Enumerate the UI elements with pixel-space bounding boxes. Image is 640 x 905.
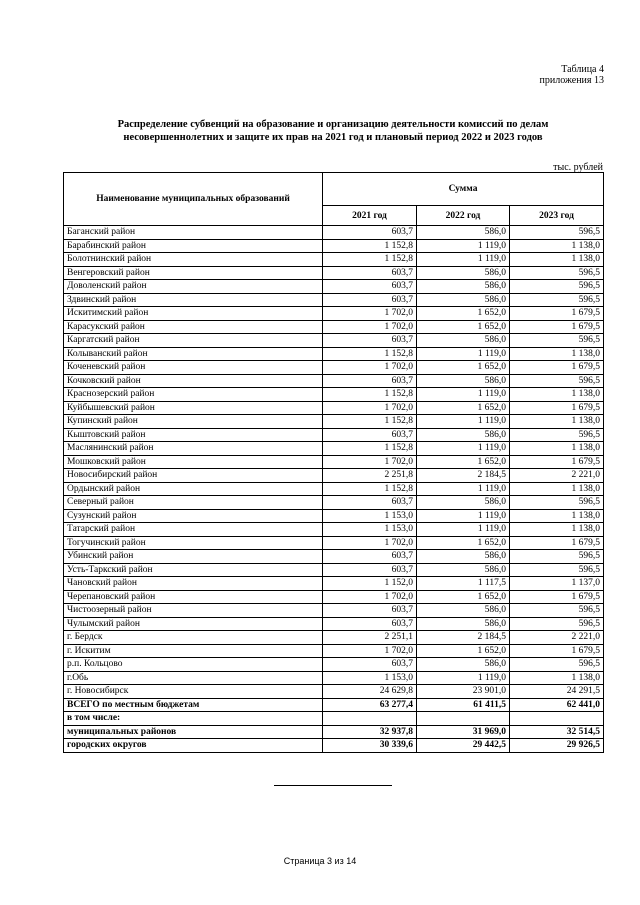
table-row: [64, 361, 604, 375]
column-header-2021: 2021 год: [323, 206, 417, 226]
total-2023: 62 441,0: [510, 698, 604, 712]
amount-cell: 1 152,8: [323, 253, 417, 267]
amount-cell: 1 152,8: [323, 482, 417, 496]
amount-cell: 1 117,5: [417, 577, 510, 591]
municipality-name: Колыванский район: [64, 347, 323, 361]
municipality-name: Северный район: [64, 496, 323, 510]
amount-cell: 1 138,0: [510, 415, 604, 429]
document-title: Распределение субвенций на образование и организацию деятельности комиссий по делам несовершеннолетних и защите их прав на 2021 год и плановый период 2022 и 2023 годов: [117, 119, 549, 143]
municipality-name: Усть-Таркский район: [64, 563, 323, 577]
amount-cell: 1 152,8: [323, 347, 417, 361]
amount-cell: 1 679,5: [510, 590, 604, 604]
page-footer: Страница 3 из 14: [283, 856, 357, 866]
amount-cell: 586,0: [417, 293, 510, 307]
municipality-name: Кочковский район: [64, 374, 323, 388]
municipality-name: Убинский район: [64, 550, 323, 564]
table-row: [64, 631, 604, 645]
amount-cell: 603,7: [323, 334, 417, 348]
table-row: [64, 536, 604, 550]
table-row: [64, 401, 604, 415]
municipality-name: Венгеровский район: [64, 266, 323, 280]
amount-cell: 1 702,0: [323, 644, 417, 658]
table-row: [64, 334, 604, 348]
amount-cell: 1 652,0: [417, 644, 510, 658]
amount-cell: 2 221,0: [510, 631, 604, 645]
table-row: [64, 482, 604, 496]
amount-cell: 1 119,0: [417, 253, 510, 267]
amount-cell: 603,7: [323, 496, 417, 510]
amount-cell: 586,0: [417, 266, 510, 280]
amount-cell: 1 138,0: [510, 253, 604, 267]
amount-cell: 1 138,0: [510, 347, 604, 361]
amount-cell: 1 119,0: [417, 347, 510, 361]
municipality-name: Ордынский район: [64, 482, 323, 496]
amount-cell: 1 119,0: [417, 442, 510, 456]
column-header-sum: Сумма: [323, 173, 604, 206]
amount-cell: 1 119,0: [417, 523, 510, 537]
amount-cell: 1 679,5: [510, 401, 604, 415]
urban-2022: 29 442,5: [417, 739, 510, 753]
urban-2023: 29 926,5: [510, 739, 604, 753]
table-row: [64, 266, 604, 280]
amount-cell: 1 137,0: [510, 577, 604, 591]
amount-cell: 596,5: [510, 617, 604, 631]
amount-cell: 1 138,0: [510, 523, 604, 537]
amount-cell: 1 702,0: [323, 401, 417, 415]
municipality-name: р.п. Кольцово: [64, 658, 323, 672]
municipality-name: Купинский район: [64, 415, 323, 429]
table-row: [64, 577, 604, 591]
units-label: тыс. рублей: [553, 162, 603, 173]
amount-cell: 603,7: [323, 293, 417, 307]
urban-row: [64, 739, 604, 753]
table-row: [64, 253, 604, 267]
amount-cell: 586,0: [417, 334, 510, 348]
table-row: [64, 442, 604, 456]
amount-cell: 1 138,0: [510, 239, 604, 253]
municipality-name: Чулымский район: [64, 617, 323, 631]
municipality-name: г. Новосибирск: [64, 685, 323, 699]
amount-cell: 1 652,0: [417, 320, 510, 334]
amount-cell: 586,0: [417, 617, 510, 631]
table-row: [64, 415, 604, 429]
total-2022: 61 411,5: [417, 698, 510, 712]
amount-cell: 596,5: [510, 374, 604, 388]
amount-cell: 1 138,0: [510, 442, 604, 456]
amount-cell: 1 652,0: [417, 590, 510, 604]
municipal-label: муниципальных районов: [64, 725, 323, 739]
amount-cell: 1 138,0: [510, 509, 604, 523]
municipality-name: Коченевский район: [64, 361, 323, 375]
amount-cell: 586,0: [417, 280, 510, 294]
including-row: [64, 712, 604, 726]
amount-cell: 1 152,8: [323, 388, 417, 402]
amount-cell: 1 702,0: [323, 590, 417, 604]
amount-cell: 603,7: [323, 604, 417, 618]
amount-cell: 596,5: [510, 266, 604, 280]
amount-cell: 1 702,0: [323, 320, 417, 334]
amount-cell: 1 152,8: [323, 239, 417, 253]
amount-cell: 603,7: [323, 550, 417, 564]
urban-2021: 30 339,6: [323, 739, 417, 753]
amount-cell: 603,7: [323, 374, 417, 388]
amount-cell: 586,0: [417, 496, 510, 510]
amount-cell: 596,5: [510, 334, 604, 348]
municipality-name: Барабинский район: [64, 239, 323, 253]
table-row: [64, 658, 604, 672]
table-row: [64, 280, 604, 294]
table-number: Таблица 4: [561, 64, 604, 75]
municipality-name: Маслянинский район: [64, 442, 323, 456]
amount-cell: 1 138,0: [510, 671, 604, 685]
subsidy-table: [63, 172, 604, 753]
table-row: [64, 388, 604, 402]
table-row: [64, 320, 604, 334]
amount-cell: 1 153,0: [323, 523, 417, 537]
amount-cell: 586,0: [417, 226, 510, 240]
amount-cell: 586,0: [417, 550, 510, 564]
amount-cell: 603,7: [323, 428, 417, 442]
including-label: в том числе:: [64, 712, 323, 726]
municipality-name: г.Обь: [64, 671, 323, 685]
municipality-name: Баганский район: [64, 226, 323, 240]
municipal-2022: 31 969,0: [417, 725, 510, 739]
municipality-name: Карасукский район: [64, 320, 323, 334]
amount-cell: 596,5: [510, 496, 604, 510]
table-row: [64, 428, 604, 442]
table-row: [64, 239, 604, 253]
municipality-name: г. Бердск: [64, 631, 323, 645]
amount-cell: 2 184,5: [417, 469, 510, 483]
amount-cell: 1 152,0: [323, 577, 417, 591]
total-label: ВСЕГО по местным бюджетам: [64, 698, 323, 712]
amount-cell: 1 679,5: [510, 536, 604, 550]
amount-cell: 1 652,0: [417, 401, 510, 415]
amount-cell: 1 119,0: [417, 671, 510, 685]
amount-cell: 1 652,0: [417, 536, 510, 550]
amount-cell: 596,5: [510, 293, 604, 307]
amount-cell: 1 679,5: [510, 455, 604, 469]
amount-cell: 1 138,0: [510, 482, 604, 496]
amount-cell: 1 153,0: [323, 509, 417, 523]
municipality-name: Мошковский район: [64, 455, 323, 469]
table-row: [64, 226, 604, 240]
amount-cell: 1 702,0: [323, 307, 417, 321]
municipality-name: Тогучинский район: [64, 536, 323, 550]
table-row: [64, 590, 604, 604]
amount-cell: 603,7: [323, 563, 417, 577]
amount-cell: 1 679,5: [510, 644, 604, 658]
table-row: [64, 374, 604, 388]
municipality-name: г. Искитим: [64, 644, 323, 658]
separator-line: [274, 785, 392, 786]
amount-cell: 586,0: [417, 563, 510, 577]
amount-cell: 586,0: [417, 374, 510, 388]
amount-cell: 1 119,0: [417, 482, 510, 496]
amount-cell: 24 629,8: [323, 685, 417, 699]
amount-cell: 1 152,8: [323, 415, 417, 429]
amount-cell: 23 901,0: [417, 685, 510, 699]
amount-cell: 1 702,0: [323, 455, 417, 469]
municipality-name: Доволенский район: [64, 280, 323, 294]
amount-cell: 603,7: [323, 226, 417, 240]
table-row: [64, 550, 604, 564]
table-row: [64, 617, 604, 631]
amount-cell: 2 184,5: [417, 631, 510, 645]
amount-cell: 1 652,0: [417, 455, 510, 469]
municipality-name: Искитимский район: [64, 307, 323, 321]
municipal-row: [64, 725, 604, 739]
amount-cell: 596,5: [510, 550, 604, 564]
municipality-name: Татарский район: [64, 523, 323, 537]
table-row: [64, 455, 604, 469]
amount-cell: 586,0: [417, 604, 510, 618]
table-row: [64, 293, 604, 307]
amount-cell: 1 702,0: [323, 361, 417, 375]
amount-cell: 1 119,0: [417, 509, 510, 523]
amount-cell: 596,5: [510, 226, 604, 240]
amount-cell: 1 119,0: [417, 239, 510, 253]
amount-cell: 586,0: [417, 428, 510, 442]
amount-cell: 596,5: [510, 280, 604, 294]
table-row: [64, 604, 604, 618]
amount-cell: 586,0: [417, 658, 510, 672]
table-row: [64, 685, 604, 699]
amount-cell: 596,5: [510, 658, 604, 672]
amount-cell: 1 679,5: [510, 361, 604, 375]
municipality-name: Здвинский район: [64, 293, 323, 307]
table-row: [64, 347, 604, 361]
table-row: [64, 671, 604, 685]
amount-cell: 603,7: [323, 658, 417, 672]
amount-cell: 603,7: [323, 280, 417, 294]
municipality-name: Болотнинский район: [64, 253, 323, 267]
amount-cell: 2 251,1: [323, 631, 417, 645]
table-row: [64, 523, 604, 537]
municipality-name: Кыштовский район: [64, 428, 323, 442]
municipality-name: Каргатский район: [64, 334, 323, 348]
municipality-name: Куйбышевский район: [64, 401, 323, 415]
urban-label: городских округов: [64, 739, 323, 753]
municipality-name: Чановский район: [64, 577, 323, 591]
amount-cell: 596,5: [510, 428, 604, 442]
amount-cell: 1 153,0: [323, 671, 417, 685]
amount-cell: 1 702,0: [323, 536, 417, 550]
column-header-name: Наименование муниципальных образований: [64, 173, 323, 226]
appendix-number: приложения 13: [539, 75, 604, 86]
amount-cell: 1 679,5: [510, 320, 604, 334]
amount-cell: 1 119,0: [417, 388, 510, 402]
column-header-2023: 2023 год: [510, 206, 604, 226]
amount-cell: 2 221,0: [510, 469, 604, 483]
municipal-2021: 32 937,8: [323, 725, 417, 739]
amount-cell: 596,5: [510, 563, 604, 577]
municipal-2023: 32 514,5: [510, 725, 604, 739]
amount-cell: 603,7: [323, 617, 417, 631]
total-2021: 63 277,4: [323, 698, 417, 712]
amount-cell: 603,7: [323, 266, 417, 280]
municipality-name: Сузунский район: [64, 509, 323, 523]
municipality-name: Чистоозерный район: [64, 604, 323, 618]
amount-cell: 1 652,0: [417, 361, 510, 375]
table-reference: [540, 64, 604, 86]
table-row: [64, 496, 604, 510]
amount-cell: 2 251,8: [323, 469, 417, 483]
amount-cell: 1 652,0: [417, 307, 510, 321]
municipality-name: Новосибирский район: [64, 469, 323, 483]
municipality-name: Краснозерский район: [64, 388, 323, 402]
table-row: [64, 644, 604, 658]
table-row: [64, 563, 604, 577]
table-row: [64, 307, 604, 321]
amount-cell: 1 679,5: [510, 307, 604, 321]
amount-cell: 1 138,0: [510, 388, 604, 402]
municipality-name: Черепановский район: [64, 590, 323, 604]
total-row: [64, 698, 604, 712]
table-row: [64, 509, 604, 523]
column-header-2022: 2022 год: [417, 206, 510, 226]
amount-cell: 24 291,5: [510, 685, 604, 699]
amount-cell: 596,5: [510, 604, 604, 618]
amount-cell: 1 119,0: [417, 415, 510, 429]
amount-cell: 1 152,8: [323, 442, 417, 456]
table-row: [64, 469, 604, 483]
